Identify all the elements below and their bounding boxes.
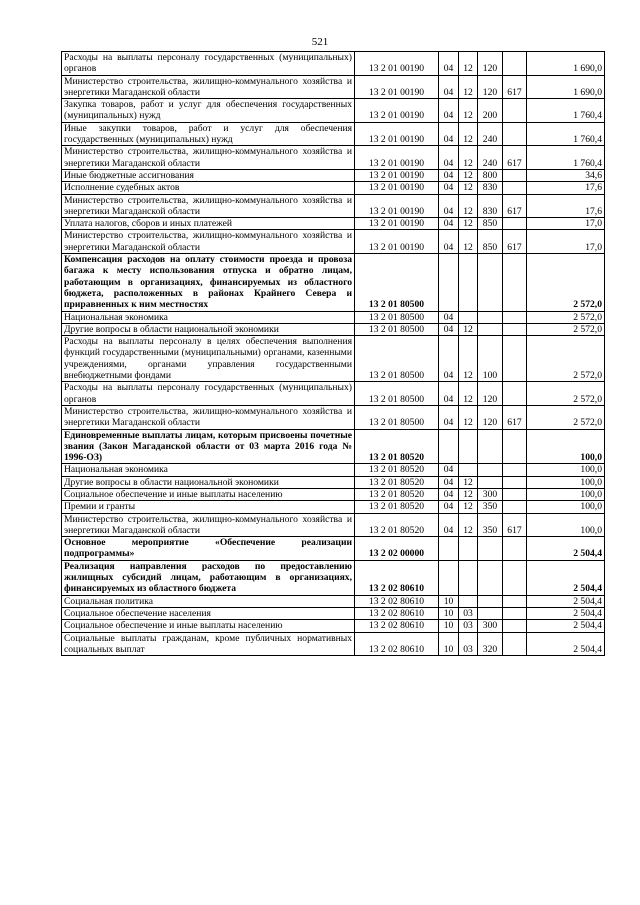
expense-type-cell xyxy=(478,254,503,311)
section-cell: 04 xyxy=(439,230,459,254)
row-name-cell: Премии и гранты xyxy=(62,501,355,513)
row-name-cell: Расходы на выплаты персоналу государственных (муниципальных) органов xyxy=(62,52,355,76)
subsection-cell xyxy=(459,464,478,476)
section-cell xyxy=(439,560,459,595)
section-cell: 04 xyxy=(439,122,459,146)
table-row xyxy=(62,182,605,194)
table-row xyxy=(62,311,605,323)
row-name-cell: Компенсация расходов на оплату стоимости проезда и провоза багажа к месту использования отпуска и обратно лицам, работающим в организациях, финансируемых из областного бюджета, расположенных в районах Крайнего Севера и приравненных к ним местностях xyxy=(62,254,355,311)
amount-cell: 2 572,0 xyxy=(527,311,605,323)
subsection-cell xyxy=(459,595,478,607)
target-article-cell: 13 2 02 80610 xyxy=(355,607,439,619)
subsection-cell: 12 xyxy=(459,501,478,513)
department-cell xyxy=(503,52,527,76)
amount-cell: 1 760,4 xyxy=(527,146,605,170)
table-row xyxy=(62,99,605,123)
amount-cell: 100,0 xyxy=(527,488,605,500)
department-cell xyxy=(503,182,527,194)
expense-type-cell xyxy=(478,560,503,595)
subsection-cell: 03 xyxy=(459,620,478,632)
table-row xyxy=(62,254,605,311)
section-cell: 04 xyxy=(439,476,459,488)
section-cell: 04 xyxy=(439,501,459,513)
expense-type-cell: 830 xyxy=(478,182,503,194)
amount-cell: 2 504,4 xyxy=(527,560,605,595)
expense-type-cell: 850 xyxy=(478,218,503,230)
table-row xyxy=(62,513,605,537)
department-cell xyxy=(503,218,527,230)
expense-type-cell xyxy=(478,595,503,607)
department-cell xyxy=(503,429,527,464)
amount-cell: 2 572,0 xyxy=(527,382,605,406)
department-cell xyxy=(503,323,527,335)
amount-cell: 17,0 xyxy=(527,230,605,254)
subsection-cell xyxy=(459,429,478,464)
department-cell xyxy=(503,382,527,406)
row-name-cell: Уплата налогов, сборов и иных платежей xyxy=(62,218,355,230)
department-cell xyxy=(503,620,527,632)
expense-type-cell: 200 xyxy=(478,99,503,123)
target-article-cell: 13 2 01 00190 xyxy=(355,99,439,123)
amount-cell: 2 504,4 xyxy=(527,607,605,619)
table-row xyxy=(62,382,605,406)
row-name-cell: Министерство строительства, жилищно-коммунального хозяйства и энергетики Магаданской области xyxy=(62,513,355,537)
amount-cell: 1 690,0 xyxy=(527,75,605,99)
department-cell: 617 xyxy=(503,75,527,99)
amount-cell: 2 572,0 xyxy=(527,336,605,382)
amount-cell: 2 504,4 xyxy=(527,537,605,561)
expense-type-cell: 120 xyxy=(478,405,503,429)
row-name-cell: Социальное обеспечение и иные выплаты населению xyxy=(62,620,355,632)
section-cell: 04 xyxy=(439,488,459,500)
subsection-cell: 12 xyxy=(459,169,478,181)
page-number: 521 xyxy=(311,36,329,48)
expense-type-cell: 100 xyxy=(478,336,503,382)
subsection-cell: 12 xyxy=(459,513,478,537)
expense-type-cell xyxy=(478,464,503,476)
section-cell xyxy=(439,429,459,464)
target-article-cell: 13 2 01 00190 xyxy=(355,194,439,218)
target-article-cell: 13 2 01 00190 xyxy=(355,146,439,170)
row-name-cell: Министерство строительства, жилищно-коммунального хозяйства и энергетики Магаданской области xyxy=(62,194,355,218)
amount-cell: 34,6 xyxy=(527,169,605,181)
expense-type-cell: 240 xyxy=(478,146,503,170)
target-article-cell: 13 2 01 80520 xyxy=(355,429,439,464)
subsection-cell: 12 xyxy=(459,230,478,254)
section-cell: 04 xyxy=(439,323,459,335)
amount-cell: 100,0 xyxy=(527,476,605,488)
table-row xyxy=(62,488,605,500)
expense-type-cell xyxy=(478,323,503,335)
table-row xyxy=(62,501,605,513)
amount-cell: 17,6 xyxy=(527,182,605,194)
department-cell xyxy=(503,537,527,561)
row-name-cell: Иные бюджетные ассигнования xyxy=(62,169,355,181)
row-name-cell: Другие вопросы в области национальной экономики xyxy=(62,476,355,488)
subsection-cell: 12 xyxy=(459,405,478,429)
section-cell: 04 xyxy=(439,336,459,382)
target-article-cell: 13 2 01 80500 xyxy=(355,405,439,429)
row-name-cell: Расходы на выплаты персоналу в целях обеспечения выполнения функций государственными (муниципальными) органами, казенными учреждениями, органами управления государственными внебюджетными фондами xyxy=(62,336,355,382)
department-cell xyxy=(503,336,527,382)
section-cell: 04 xyxy=(439,218,459,230)
department-cell xyxy=(503,488,527,500)
subsection-cell xyxy=(459,311,478,323)
expense-type-cell: 350 xyxy=(478,513,503,537)
row-name-cell: Социальные выплаты гражданам, кроме публичных нормативных социальных выплат xyxy=(62,632,355,656)
amount-cell: 2 572,0 xyxy=(527,254,605,311)
subsection-cell: 12 xyxy=(459,488,478,500)
department-cell xyxy=(503,169,527,181)
subsection-cell xyxy=(459,560,478,595)
row-name-cell: Министерство строительства, жилищно-коммунального хозяйства и энергетики Магаданской области xyxy=(62,230,355,254)
target-article-cell: 13 2 01 80500 xyxy=(355,311,439,323)
table-row xyxy=(62,464,605,476)
section-cell: 04 xyxy=(439,52,459,76)
department-cell: 617 xyxy=(503,230,527,254)
section-cell: 10 xyxy=(439,632,459,656)
department-cell xyxy=(503,476,527,488)
table-row xyxy=(62,323,605,335)
department-cell xyxy=(503,595,527,607)
department-cell xyxy=(503,99,527,123)
section-cell: 04 xyxy=(439,464,459,476)
amount-cell: 100,0 xyxy=(527,429,605,464)
target-article-cell: 13 2 02 00000 xyxy=(355,537,439,561)
table-row xyxy=(62,218,605,230)
row-name-cell: Иные закупки товаров, работ и услуг для обеспечения государственных (муниципальных) нужд xyxy=(62,122,355,146)
target-article-cell: 13 2 01 80520 xyxy=(355,501,439,513)
row-name-cell: Основное мероприятие «Обеспечение реализации подпрограммы» xyxy=(62,537,355,561)
target-article-cell: 13 2 01 00190 xyxy=(355,230,439,254)
expense-type-cell: 120 xyxy=(478,52,503,76)
department-cell xyxy=(503,607,527,619)
section-cell xyxy=(439,537,459,561)
expense-type-cell xyxy=(478,476,503,488)
table-row xyxy=(62,560,605,595)
department-cell xyxy=(503,501,527,513)
row-name-cell: Другие вопросы в области национальной экономики xyxy=(62,323,355,335)
amount-cell: 2 572,0 xyxy=(527,323,605,335)
section-cell: 04 xyxy=(439,182,459,194)
row-name-cell: Министерство строительства, жилищно-коммунального хозяйства и энергетики Магаданской области xyxy=(62,146,355,170)
section-cell: 04 xyxy=(439,311,459,323)
amount-cell: 1 690,0 xyxy=(527,52,605,76)
row-name-cell: Национальная экономика xyxy=(62,311,355,323)
row-name-cell: Социальная политика xyxy=(62,595,355,607)
row-name-cell: Реализация направления расходов по предоставлению жилищных субсидий лицам, работающим в организациях, финансируемых из областного бюджета xyxy=(62,560,355,595)
subsection-cell: 12 xyxy=(459,218,478,230)
expense-type-cell xyxy=(478,311,503,323)
section-cell: 04 xyxy=(439,169,459,181)
table-row xyxy=(62,52,605,76)
department-cell xyxy=(503,311,527,323)
department-cell: 617 xyxy=(503,146,527,170)
row-name-cell: Единовременные выплаты лицам, которым присвоены почетные звания (Закон Магаданской области от 03 марта 2016 года № 1996-ОЗ) xyxy=(62,429,355,464)
expense-type-cell xyxy=(478,537,503,561)
expense-type-cell: 800 xyxy=(478,169,503,181)
table-row xyxy=(62,405,605,429)
table-row xyxy=(62,607,605,619)
amount-cell: 100,0 xyxy=(527,501,605,513)
target-article-cell: 13 2 01 80500 xyxy=(355,254,439,311)
target-article-cell: 13 2 02 80610 xyxy=(355,595,439,607)
subsection-cell xyxy=(459,254,478,311)
section-cell: 10 xyxy=(439,620,459,632)
department-cell xyxy=(503,632,527,656)
subsection-cell: 12 xyxy=(459,476,478,488)
target-article-cell: 13 2 02 80610 xyxy=(355,632,439,656)
amount-cell: 100,0 xyxy=(527,513,605,537)
department-cell: 617 xyxy=(503,194,527,218)
target-article-cell: 13 2 01 80520 xyxy=(355,488,439,500)
target-article-cell: 13 2 01 80520 xyxy=(355,476,439,488)
subsection-cell: 12 xyxy=(459,323,478,335)
budget-table xyxy=(61,51,605,656)
table-row xyxy=(62,169,605,181)
target-article-cell: 13 2 02 80610 xyxy=(355,620,439,632)
amount-cell: 100,0 xyxy=(527,464,605,476)
row-name-cell: Министерство строительства, жилищно-коммунального хозяйства и энергетики Магаданской области xyxy=(62,405,355,429)
expense-type-cell: 830 xyxy=(478,194,503,218)
subsection-cell: 12 xyxy=(459,52,478,76)
expense-type-cell: 320 xyxy=(478,632,503,656)
table-row xyxy=(62,194,605,218)
expense-type-cell: 240 xyxy=(478,122,503,146)
amount-cell: 2 572,0 xyxy=(527,405,605,429)
table-row xyxy=(62,595,605,607)
expense-type-cell xyxy=(478,429,503,464)
row-name-cell: Расходы на выплаты персоналу государственных (муниципальных) органов xyxy=(62,382,355,406)
target-article-cell: 13 2 01 00190 xyxy=(355,122,439,146)
table-row xyxy=(62,230,605,254)
expense-type-cell: 120 xyxy=(478,382,503,406)
amount-cell: 1 760,4 xyxy=(527,122,605,146)
table-row xyxy=(62,476,605,488)
expense-type-cell: 300 xyxy=(478,620,503,632)
table-row xyxy=(62,537,605,561)
section-cell: 04 xyxy=(439,75,459,99)
amount-cell: 2 504,4 xyxy=(527,620,605,632)
section-cell xyxy=(439,254,459,311)
table-row xyxy=(62,620,605,632)
row-name-cell: Социальное обеспечение населения xyxy=(62,607,355,619)
amount-cell: 2 504,4 xyxy=(527,595,605,607)
section-cell: 04 xyxy=(439,513,459,537)
target-article-cell: 13 2 02 80610 xyxy=(355,560,439,595)
department-cell xyxy=(503,122,527,146)
row-name-cell: Закупка товаров, работ и услуг для обеспечения государственных (муниципальных) нужд xyxy=(62,99,355,123)
table-row xyxy=(62,632,605,656)
target-article-cell: 13 2 01 00190 xyxy=(355,52,439,76)
department-cell: 617 xyxy=(503,405,527,429)
target-article-cell: 13 2 01 80500 xyxy=(355,323,439,335)
subsection-cell: 12 xyxy=(459,122,478,146)
expense-type-cell: 120 xyxy=(478,75,503,99)
subsection-cell: 12 xyxy=(459,336,478,382)
expense-type-cell: 350 xyxy=(478,501,503,513)
section-cell: 10 xyxy=(439,607,459,619)
department-cell xyxy=(503,560,527,595)
table-row xyxy=(62,146,605,170)
section-cell: 04 xyxy=(439,194,459,218)
section-cell: 10 xyxy=(439,595,459,607)
section-cell: 04 xyxy=(439,405,459,429)
amount-cell: 1 760,4 xyxy=(527,99,605,123)
target-article-cell: 13 2 01 80500 xyxy=(355,336,439,382)
section-cell: 04 xyxy=(439,146,459,170)
expense-type-cell xyxy=(478,607,503,619)
subsection-cell: 12 xyxy=(459,382,478,406)
subsection-cell: 12 xyxy=(459,146,478,170)
section-cell: 04 xyxy=(439,99,459,123)
department-cell xyxy=(503,464,527,476)
subsection-cell xyxy=(459,537,478,561)
row-name-cell: Национальная экономика xyxy=(62,464,355,476)
amount-cell: 17,6 xyxy=(527,194,605,218)
subsection-cell: 12 xyxy=(459,99,478,123)
target-article-cell: 13 2 01 00190 xyxy=(355,169,439,181)
expense-type-cell: 300 xyxy=(478,488,503,500)
subsection-cell: 12 xyxy=(459,194,478,218)
department-cell: 617 xyxy=(503,513,527,537)
section-cell: 04 xyxy=(439,382,459,406)
table-row xyxy=(62,75,605,99)
row-name-cell: Министерство строительства, жилищно-коммунального хозяйства и энергетики Магаданской области xyxy=(62,75,355,99)
table-row xyxy=(62,336,605,382)
target-article-cell: 13 2 01 80520 xyxy=(355,464,439,476)
target-article-cell: 13 2 01 80520 xyxy=(355,513,439,537)
expense-type-cell: 850 xyxy=(478,230,503,254)
table-row xyxy=(62,429,605,464)
table-row xyxy=(62,122,605,146)
subsection-cell: 03 xyxy=(459,607,478,619)
amount-cell: 17,0 xyxy=(527,218,605,230)
target-article-cell: 13 2 01 00190 xyxy=(355,218,439,230)
subsection-cell: 12 xyxy=(459,75,478,99)
amount-cell: 2 504,4 xyxy=(527,632,605,656)
target-article-cell: 13 2 01 00190 xyxy=(355,75,439,99)
subsection-cell: 03 xyxy=(459,632,478,656)
row-name-cell: Социальное обеспечение и иные выплаты населению xyxy=(62,488,355,500)
target-article-cell: 13 2 01 00190 xyxy=(355,182,439,194)
target-article-cell: 13 2 01 80500 xyxy=(355,382,439,406)
row-name-cell: Исполнение судебных актов xyxy=(62,182,355,194)
department-cell xyxy=(503,254,527,311)
subsection-cell: 12 xyxy=(459,182,478,194)
